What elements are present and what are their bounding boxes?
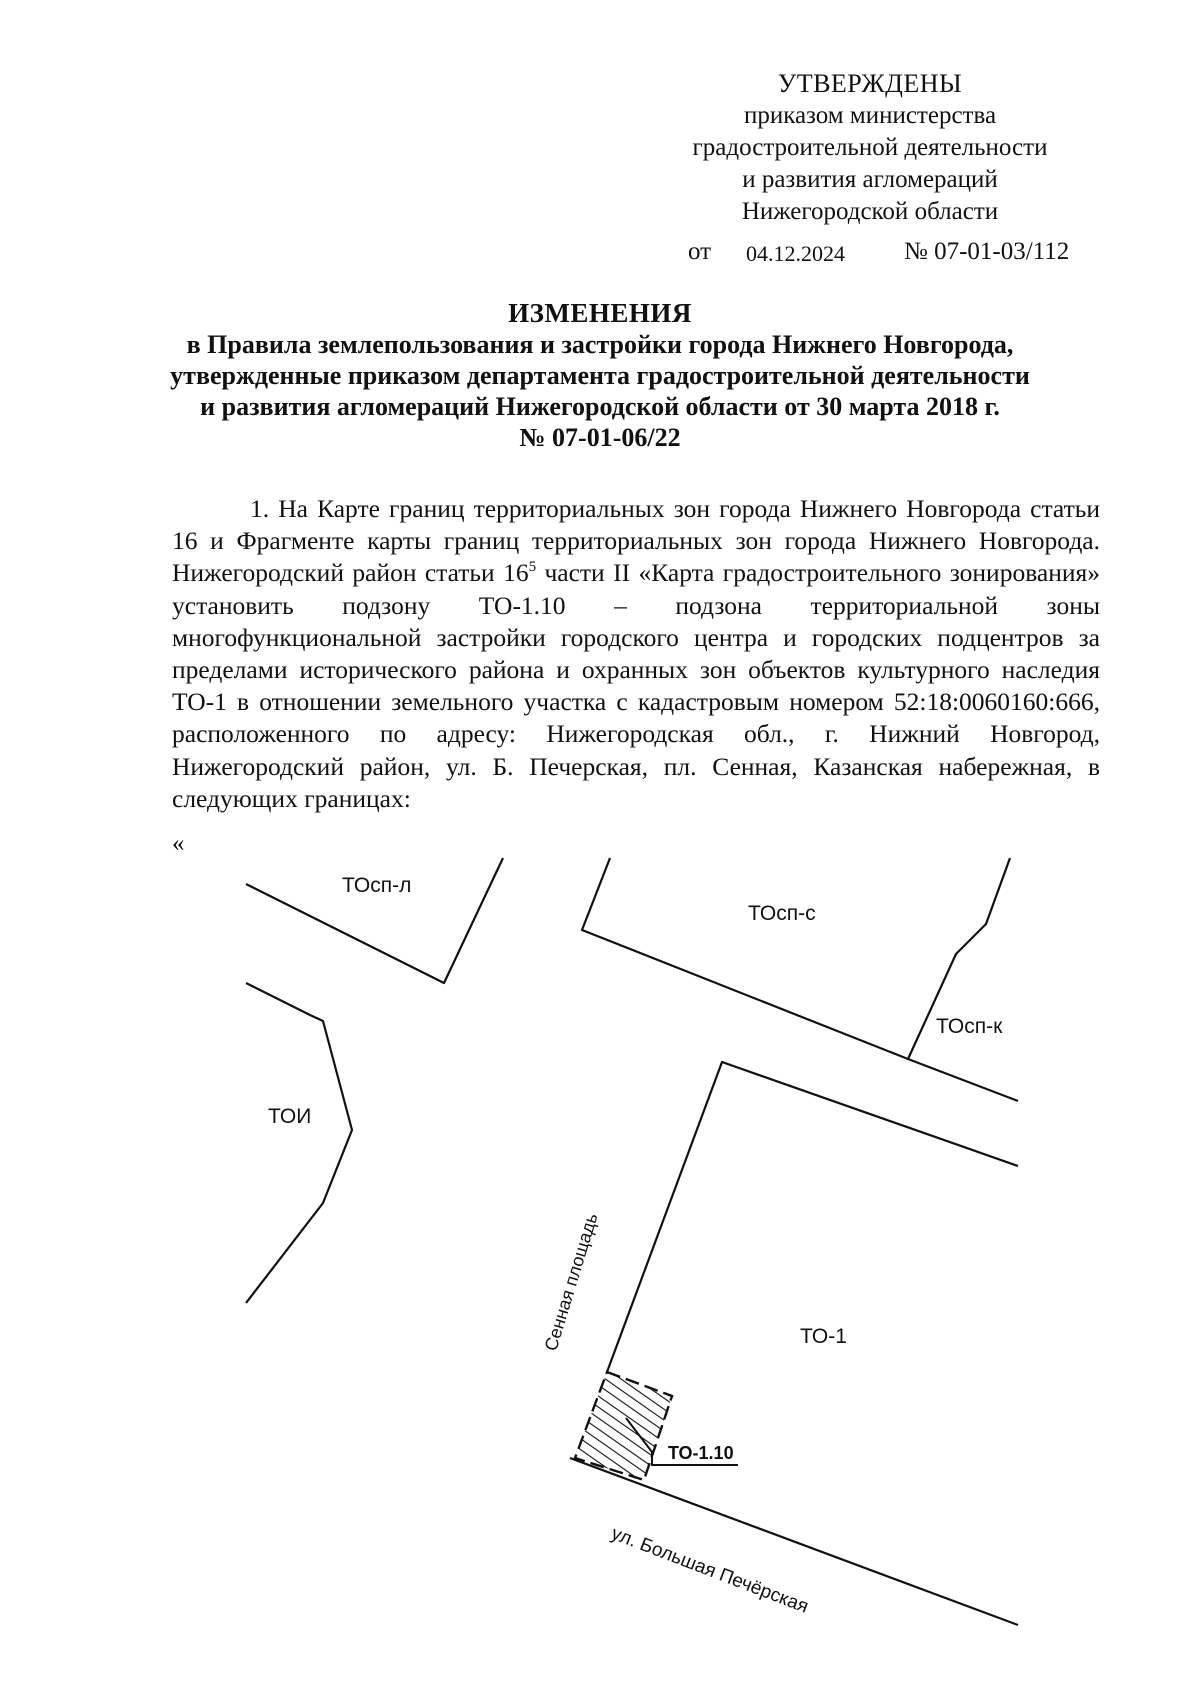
paragraph-text: 1. На Карте границ территориальных зон города Нижнего Новгорода статьи 16 и Фрагменте карты границ территориальных зон города Нижнего Новгорода. Нижегородский район статьи 16 — [172, 494, 1100, 588]
approval-line: Нижегородской области — [741, 198, 999, 225]
paragraph-text-cont: части II «Карта градостроительного зонирования» установить подзону ТО-1.10 – подзона территориальной зоны многофункциональной застройки городского центра и городских подцентров за пределами исторического района и охранных зон объектов культурного наследия ТО-1 в отношении земельного участка с кадастровым номером 52:18:0060160:666, расположенного по адресу: Нижегородская обл., г. Нижний Новгород, Нижегородский район, ул. Б. Печерская, пл. Сенная, Казанская набережная, в следующих границах: — [172, 558, 1100, 813]
zone-label-toi: ТОИ — [268, 1105, 312, 1128]
parcel-to1-10 — [575, 1372, 672, 1480]
approval-line: приказом министерства — [743, 102, 997, 129]
heading-line: № 07-01-06/22 — [519, 423, 681, 452]
zone-label-tosp-l: ТОсп-л — [342, 874, 412, 897]
heading-line: и развития агломераций Нижегородской области от 30 марта 2018 г. — [200, 392, 1000, 421]
zone-label-to1-10: ТО-1.10 — [668, 1443, 734, 1463]
street-label-sennaya: Сенная площадь — [540, 1210, 602, 1354]
zone-boundary-toi — [246, 983, 352, 1303]
date-prefix: от — [688, 238, 712, 265]
heading-line: в Правила землепользования и застройки города Нижнего Новгорода, — [186, 330, 1014, 359]
heading-line: утвержденные приказом департамента градостроительной деятельности — [170, 361, 1030, 390]
order-date: 04.12.2024 — [746, 241, 845, 266]
zone-label-tosp-k: ТОсп-к — [936, 1015, 1003, 1038]
zone-boundary-tosp-s — [582, 858, 1018, 1101]
heading-title: ИЗМЕНЕНИЯ — [508, 298, 692, 328]
street-label-pecherskaya: ул. Большая Печёрская — [608, 1523, 812, 1618]
article-superscript: 5 — [528, 559, 537, 576]
approval-word: УТВЕРЖДЕНЫ — [777, 69, 963, 98]
approval-line: и развития агломераций — [742, 166, 998, 193]
order-number: № 07-01-03/112 — [904, 238, 1070, 265]
approval-line: градостроительной деятельности — [692, 134, 1048, 161]
zone-label-tosp-s: ТОсп-с — [748, 902, 816, 925]
open-quote: « — [172, 830, 185, 857]
zone-label-to1: ТО-1 — [800, 1325, 847, 1348]
